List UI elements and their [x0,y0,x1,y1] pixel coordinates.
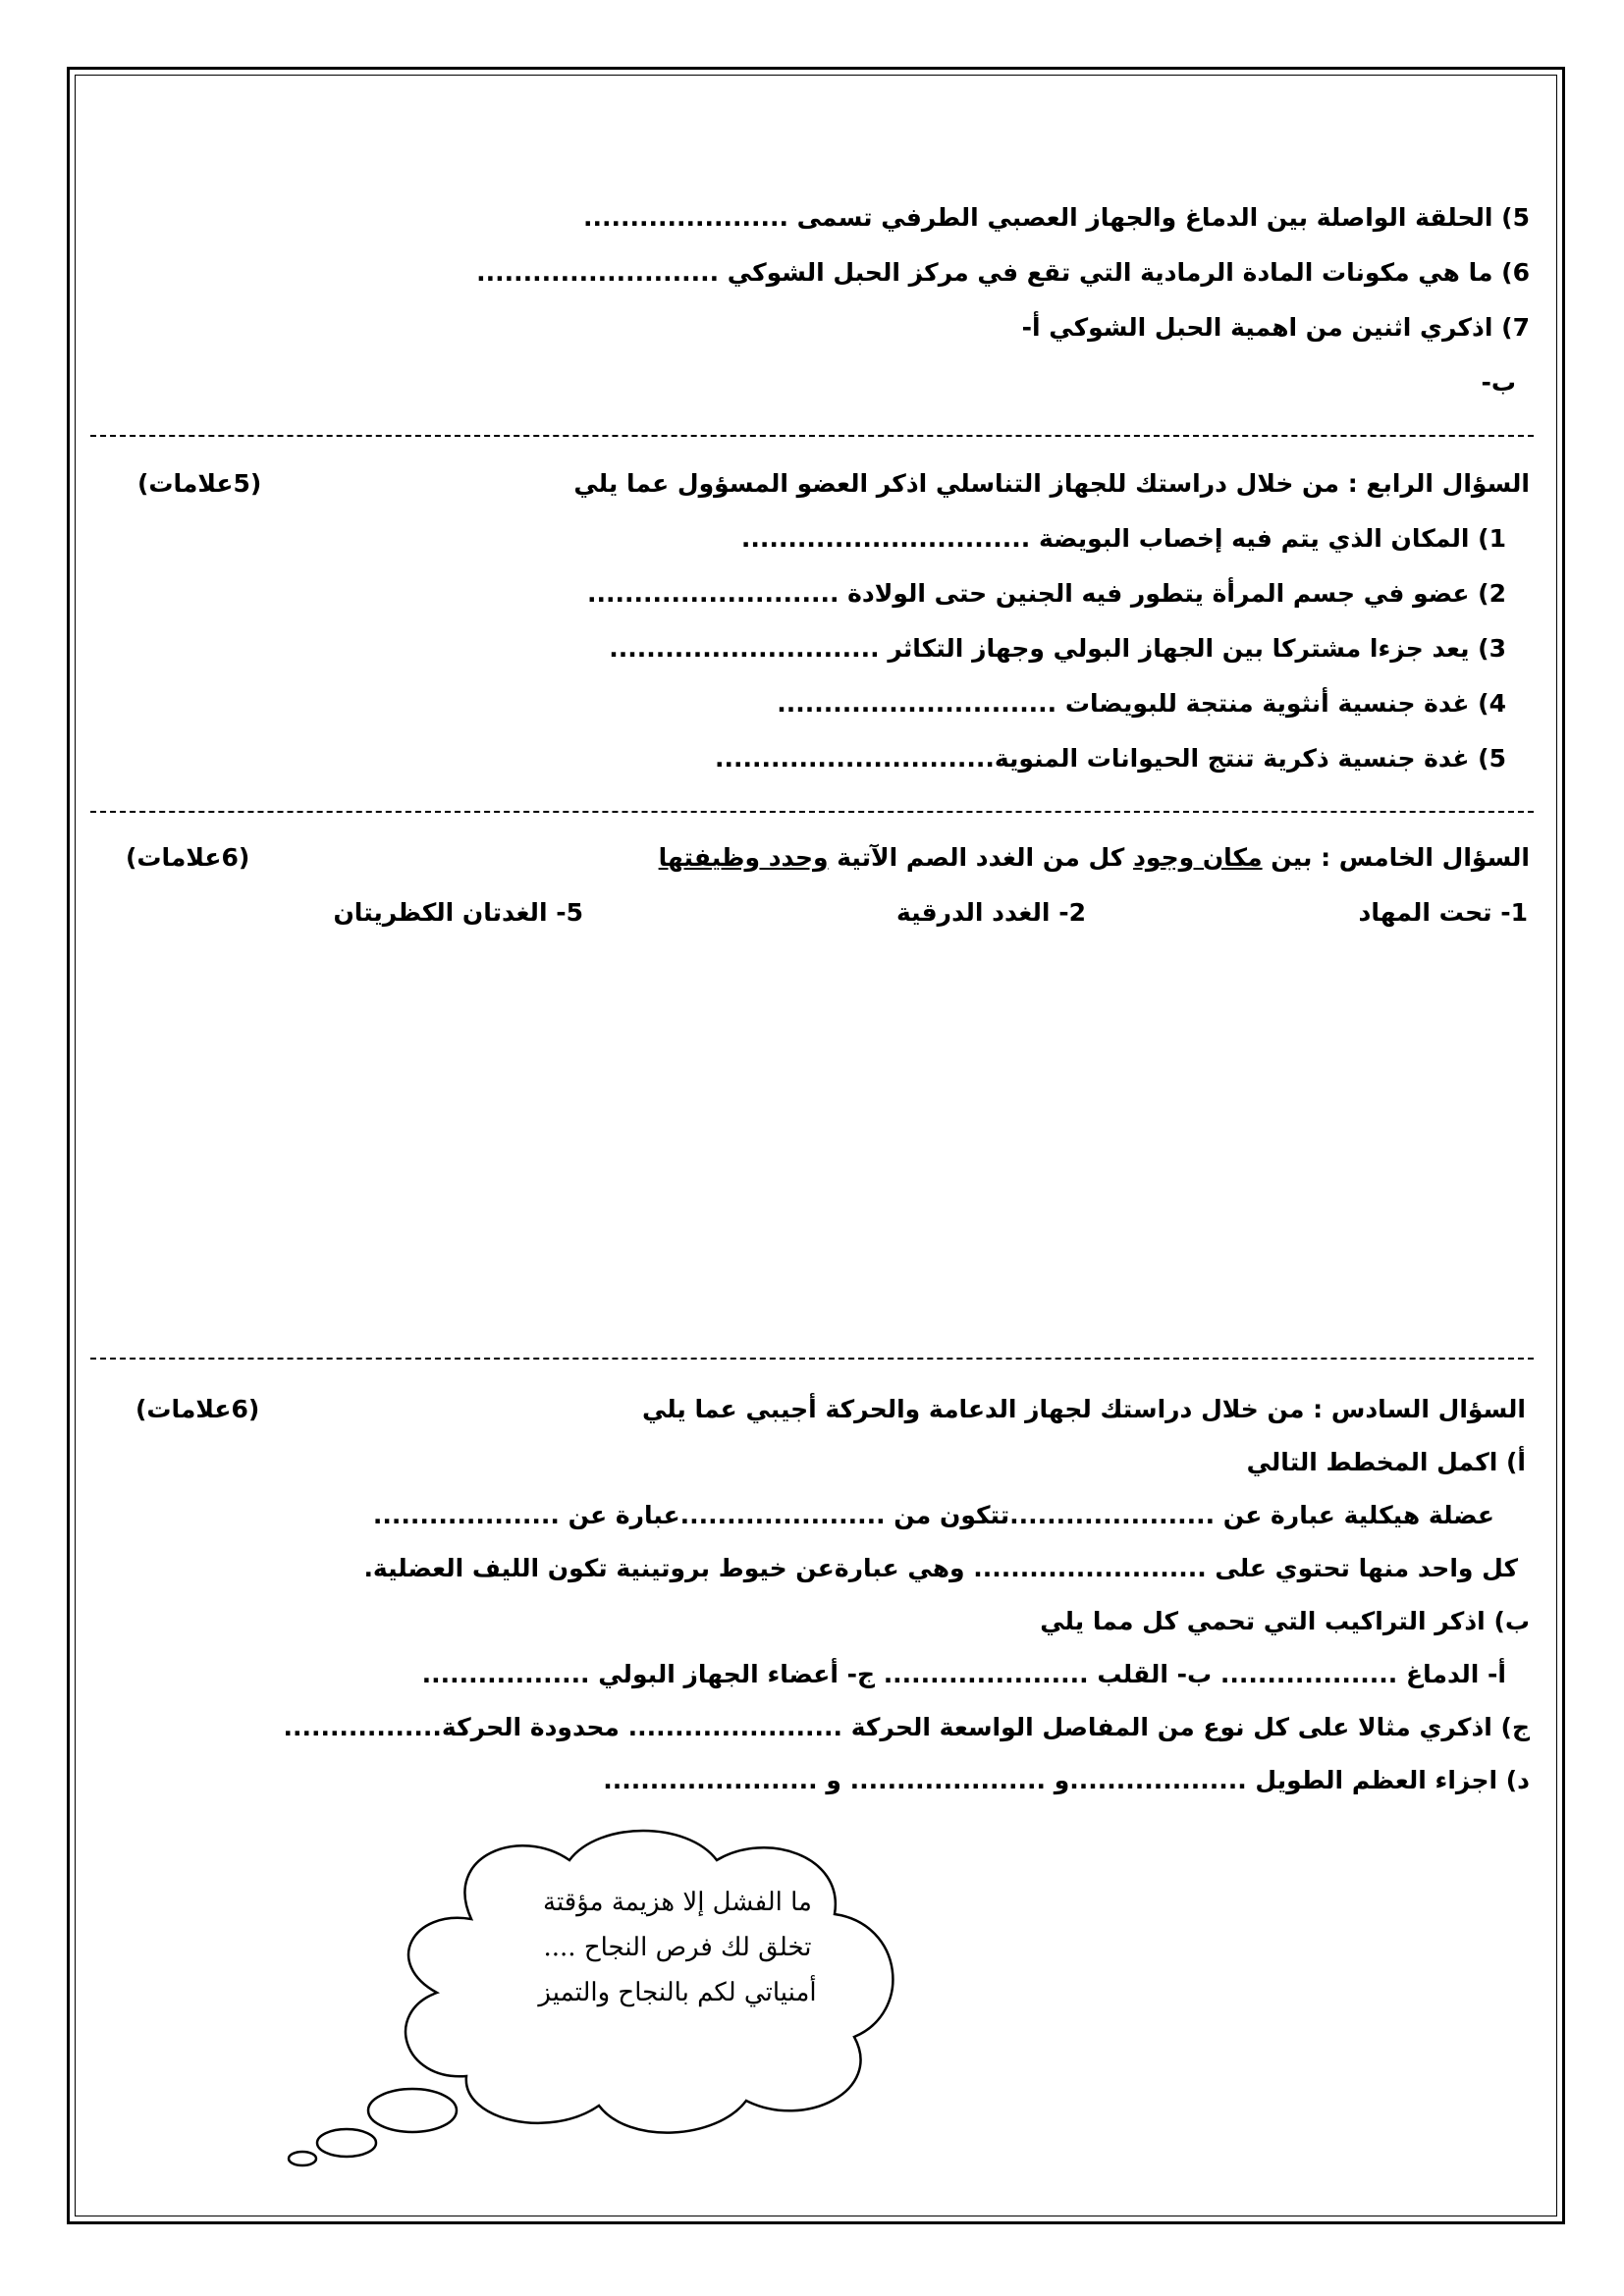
q5-gland-3: 5- الغدتان الكظريتان [333,898,583,927]
q6-part-a: أ) اكمل المخطط التالي [1246,1448,1526,1476]
q6-line: عضلة هيكلية عبارة عن ......................تتكون من ......................عبارة عن .................... [372,1501,1494,1529]
q3-item-7: 7) اذكري اثنين من اهمية الحبل الشوكي أ- [1021,313,1530,342]
cloud-message [471,1880,884,2015]
q4-marks: (5علامات) [137,469,262,498]
q6-line: كل واحد منها تحتوي على ......................... وهي عبارةعن خيوط بروتينية تكون الليف العضلية. [363,1554,1518,1582]
q6-marks: (6علامات) [135,1395,260,1423]
q5-title-underlined: وحدد وظيفتها [658,843,829,872]
q6-line: أ- الدماغ ................... ب- القلب ...................... ج- أعضاء الجهاز البولي .................. [421,1660,1506,1688]
separator [90,435,1534,437]
cloud-line: ما الفشل إلا هزيمة مؤقتة [543,1888,812,1917]
q4-item-5: 5) غدة جنسية ذكرية تنتج الحيوانات المنوية.............................. [714,744,1506,773]
q6-part-b: ب) اذكر التراكيب التي تحمي كل مما يلي [1040,1607,1530,1635]
q3-item-7b: ب- [1481,368,1516,397]
q3-item-5: 5) الحلقة الواصلة بين الدماغ والجهاز العصبي الطرفي تسمى ...................... [583,203,1530,232]
q5-gland-1: 1- تحت المهاد [1358,898,1528,927]
q5-title-part: السؤال الخامس : بين [1262,843,1530,872]
q5-gland-2: 2- الغدد الدرقية [895,898,1086,927]
q6-part-c: ج) اذكري مثالا على كل نوع من المفاصل الواسعة الحركة ....................... محدودة الحركة................. [283,1713,1530,1741]
separator [90,811,1534,813]
q4-item-2: 2) عضو في جسم المرأة يتطور فيه الجنين حتى الولادة ........................... [587,579,1506,608]
q6-part-d: د) اجزاء العظم الطويل ...................و ..................... و ....................... [603,1766,1530,1794]
q5-title-part: كل من الغدد الصم الآتية [828,843,1134,872]
q4-item-1: 1) المكان الذي يتم فيه إخصاب البويضة ............................... [740,524,1506,553]
q4-item-4: 4) غدة جنسية أنثوية منتجة للبويضات .............................. [777,689,1506,718]
cloud-line: أمنياتي لكم بالنجاح والتميز [538,1978,817,2007]
q4-item-3: 3) يعد جزءا مشتركا بين الجهاز البولي وجهاز التكاثر ............................. [609,634,1506,663]
separator [90,1358,1534,1360]
q5-marks: (6علامات) [126,843,250,872]
cloud-line: تخلق لك فرص النجاح .... [543,1933,812,1962]
q6-title: السؤال السادس : من خلال دراستك لجهاز الدعامة والحركة أجيبي عما يلي [641,1395,1526,1423]
q5-title-underlined: مكان وجود [1133,843,1263,872]
q5-title [659,840,1530,876]
q3-item-6: 6) ما هي مكونات المادة الرمادية التي تقع في مركز الحبل الشوكي .......................... [476,258,1530,287]
q4-title: السؤال الرابع : من خلال دراستك للجهاز التناسلي اذكر العضو المسؤول عما يلي [573,469,1530,498]
